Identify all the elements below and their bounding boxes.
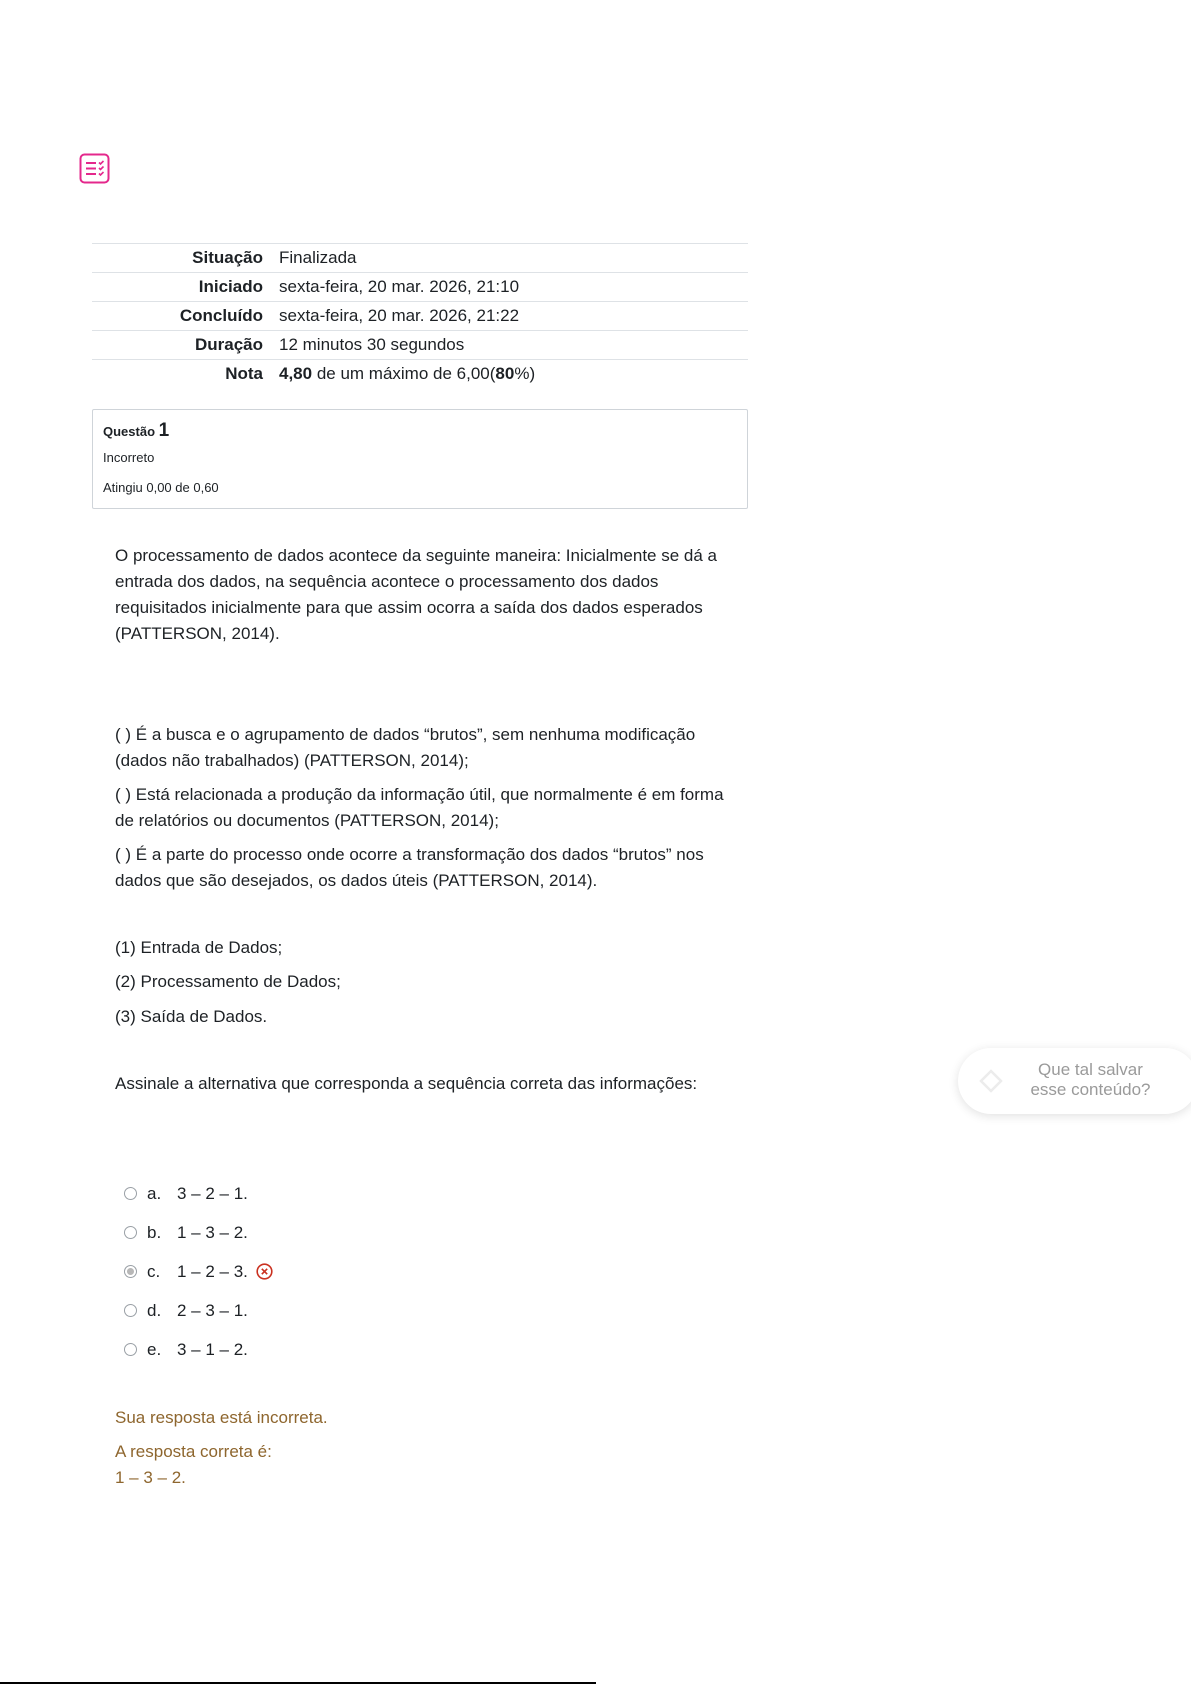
summary-row-concluido (92, 302, 748, 331)
feedback-status: Sua resposta está incorreta. (115, 1408, 328, 1427)
grade-end: %) (514, 364, 536, 383)
option-letter: c. (147, 1261, 161, 1281)
summary-row-situacao (92, 244, 748, 273)
save-content-line-1: Que tal salvar (1038, 1060, 1143, 1079)
quiz-icon (79, 153, 110, 184)
feedback-correct-answer: 1 – 3 – 2. (115, 1468, 186, 1487)
option-letter: e. (147, 1339, 162, 1359)
question-info-box (92, 409, 748, 509)
page-bottom-divider (0, 1682, 596, 1684)
legend-item-2: (2) Processamento de Dados; (115, 972, 341, 991)
option-text: 3 – 1 – 2. (177, 1339, 248, 1359)
legend-item-1: (1) Entrada de Dados; (115, 938, 283, 957)
answer-option-d[interactable] (124, 1291, 273, 1330)
summary-label: Concluído (92, 302, 271, 331)
answer-option-a[interactable] (124, 1174, 273, 1213)
summary-label: Iniciado (92, 273, 271, 302)
option-letter: a. (147, 1183, 162, 1203)
summary-label: Nota (92, 360, 271, 389)
summary-value: sexta-feira, 20 mar. 2026, 21:10 (271, 273, 748, 302)
save-content-button[interactable] (958, 1048, 1191, 1114)
summary-value: 12 minutos 30 segundos (271, 331, 748, 360)
option-text: 1 – 3 – 2. (177, 1222, 248, 1242)
save-content-text (958, 1060, 1183, 1100)
feedback-correct-label: A resposta correta é: (115, 1442, 272, 1461)
option-text: 3 – 2 – 1. (177, 1183, 248, 1203)
summary-row-iniciado (92, 273, 748, 302)
question-number-prefix: Questão (103, 424, 159, 439)
save-content-line-2: esse conteúdo? (1030, 1080, 1151, 1099)
option-letter: b. (147, 1222, 162, 1242)
radio-option-b[interactable] (124, 1226, 137, 1239)
question-intro: O processamento de dados acontece da seguinte maneira: Inicialmente se dá a entrada dos dados, na sequência acontece o processamento dos dados requisitados inicialmente para que assim ocorra a saída dos dados esperados (PATTERSON, 2014). (115, 546, 717, 643)
radio-option-a[interactable] (124, 1187, 137, 1200)
summary-grade-value (271, 360, 748, 389)
summary-value: Finalizada (271, 244, 748, 273)
summary-row-nota (92, 360, 748, 389)
option-text: 1 – 2 – 3. (177, 1261, 248, 1281)
incorrect-icon (256, 1263, 273, 1280)
question-number (103, 420, 169, 442)
question-state: Incorreto (103, 450, 155, 465)
grade-score: 4,80 (279, 364, 313, 383)
summary-label: Situação (92, 244, 271, 273)
question-mark: Atingiu 0,00 de 0,60 (103, 480, 219, 495)
grade-percent: 80 (495, 364, 515, 383)
radio-option-d[interactable] (124, 1304, 137, 1317)
question-prompt: Assinale a alternativa que corresponda a sequência correta das informações: (115, 1074, 698, 1093)
answer-option-c[interactable] (124, 1252, 273, 1291)
question-number-value: 1 (158, 420, 170, 441)
question-item-1: ( ) É a busca e o agrupamento de dados “brutos”, sem nenhuma modificação (dados não trabalhados) (PATTERSON, 2014); (115, 725, 696, 770)
question-item-3: ( ) É a parte do processo onde ocorre a transformação dos dados “brutos” nos dados que são desejados, os dados úteis (PATTERSON, 2014). (115, 845, 704, 890)
option-text: 2 – 3 – 1. (177, 1300, 248, 1320)
answer-option-e[interactable] (124, 1330, 273, 1369)
radio-option-e[interactable] (124, 1343, 137, 1356)
grade-middle: de um máximo de 6,00( (312, 364, 496, 383)
attempt-summary-table (92, 243, 748, 388)
question-item-2: ( ) Está relacionada a produção da informação útil, que normalmente é em forma de relatórios ou documentos (PATTERSON, 2014); (115, 785, 724, 830)
summary-row-duracao (92, 331, 748, 360)
answer-option-b[interactable] (124, 1213, 273, 1252)
summary-label: Duração (92, 331, 271, 360)
option-letter: d. (147, 1300, 162, 1320)
answer-options (124, 1174, 273, 1369)
summary-value: sexta-feira, 20 mar. 2026, 21:22 (271, 302, 748, 331)
legend-item-3: (3) Saída de Dados. (115, 1007, 268, 1026)
radio-option-c-selected[interactable] (124, 1265, 137, 1278)
